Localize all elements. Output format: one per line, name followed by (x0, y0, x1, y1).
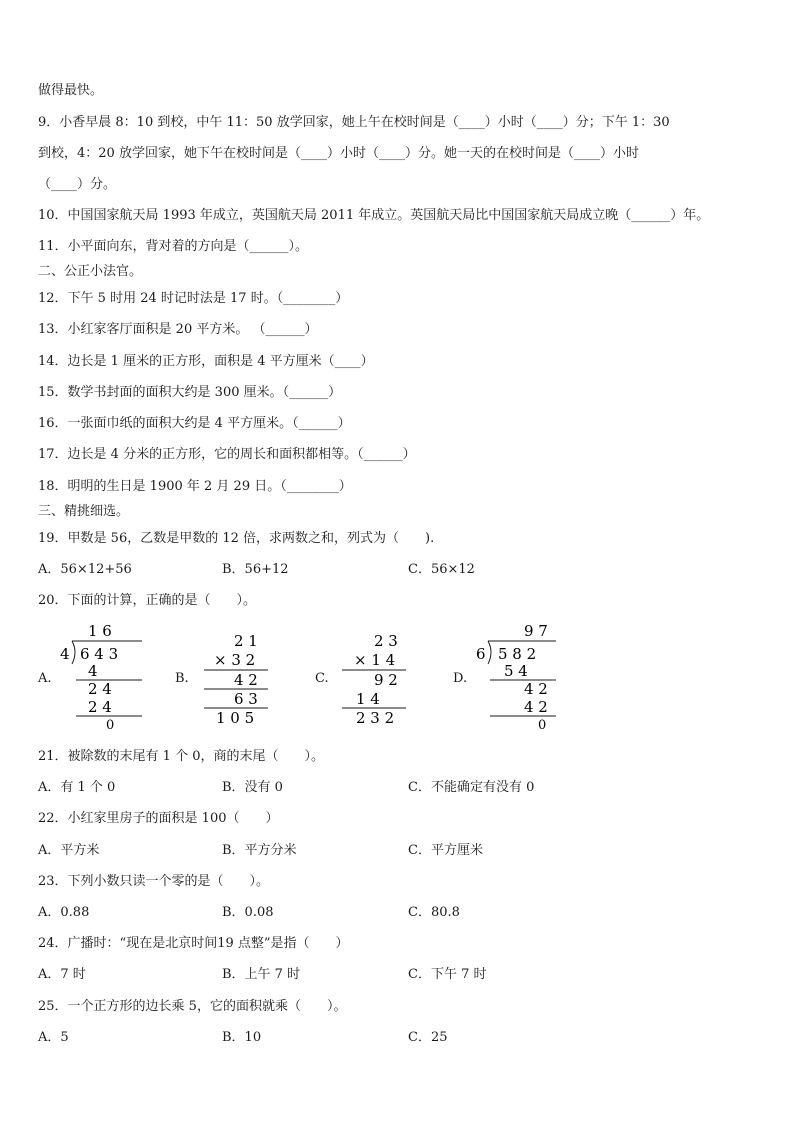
question-20: 20．下面的计算，正确的是（ ）。 (38, 593, 257, 608)
question-9-line-3: （____）分。 (38, 177, 117, 192)
calc-b-multiplier: × 3 2 (214, 651, 256, 669)
calc-c-result: 2 3 2 (356, 709, 395, 726)
calc-a-dividend: 6 4 3 (80, 645, 119, 663)
calc-d-remainder: 0 (538, 718, 547, 732)
q20-option-d-label: D. (453, 671, 468, 686)
calc-c-multiplier: × 1 4 (354, 651, 396, 669)
calc-d-divisor: 6 (476, 645, 486, 663)
calc-a-divisor: 4 (60, 645, 70, 663)
q20-option-a-label: A. (38, 671, 52, 686)
question-15: 15．数学书封面的面积大约是 300 厘米。（______） (38, 385, 342, 400)
q19-option-c: C．56×12 (408, 562, 475, 577)
q23-option-c: C．80.8 (408, 905, 460, 920)
calc-d-long-division (472, 620, 562, 732)
question-25: 25．一个正方形的边长乘 5，它的面积就乘（ ）。 (38, 999, 347, 1014)
q24-option-c: C．下午 7 时 (408, 967, 487, 982)
calc-a-step-2: 2 4 (88, 680, 112, 698)
calc-d-quotient: 9 7 (524, 622, 548, 640)
question-9-line-2: 到校，4：20 放学回家，她下午在校时间是（____）小时（____）分。她一天的在校时间是（____）小时 (38, 146, 639, 161)
q25-option-a: A．5 (38, 1030, 69, 1045)
question-22: 22．小红家里房子的面积是 100（ ） (38, 811, 279, 826)
question-21: 21．被除数的末尾有 1 个 0，商的末尾（ ）。 (38, 749, 324, 764)
q24-option-b: B．上午 7 时 (222, 967, 301, 982)
calc-b-result: 1 0 5 (216, 709, 255, 726)
line-intro: 做得最快。 (38, 83, 104, 98)
question-16: 16．一张面巾纸的面积大约是 4 平方厘米。（______） (38, 416, 351, 431)
q22-option-c: C．平方厘米 (408, 843, 483, 858)
calc-b-partial-2: 6 3 (234, 690, 258, 708)
section-heading-2: 二、公正小法官。 (38, 264, 143, 279)
calc-b-top: 2 1 (234, 632, 258, 650)
q23-option-b: B．0.08 (222, 905, 274, 920)
calc-b-partial-1: 4 2 (234, 671, 258, 689)
calc-c-partial-1: 9 2 (374, 671, 398, 689)
question-10: 10．中国国家航天局 1993 年成立，英国航天局 2011 年成立。英国航天局比中国国家航天局成立晚（______）年。 (38, 208, 710, 223)
calc-c-top: 2 3 (374, 632, 398, 650)
question-11: 11．小平面向东，背对着的方向是（______）。 (38, 239, 309, 254)
calc-d-dividend: 5 8 2 (498, 645, 537, 663)
q25-option-c: C．25 (408, 1030, 448, 1045)
q20-option-c-label: C. (315, 671, 329, 686)
q25-option-b: B．10 (222, 1030, 262, 1045)
q20-option-b-label: B. (175, 671, 189, 686)
calc-a-long-division (58, 620, 148, 732)
calc-a-remainder: 0 (106, 718, 115, 732)
question-24: 24．广播时：“现在是北京时间19 点整”是指（ ） (38, 936, 349, 951)
q21-option-c: C．不能确定有没有 0 (408, 780, 535, 795)
question-18: 18．明明的生日是 1900 年 2 月 29 日。（________） (38, 479, 352, 494)
q22-option-b: B．平方分米 (222, 843, 297, 858)
question-19: 19．甲数是 56，乙数是甲数的 12 倍，求两数之和，列式为（ ). (38, 531, 435, 546)
calc-d-step-2: 4 2 (524, 680, 548, 698)
section-heading-3: 三、精挑细选。 (38, 504, 130, 519)
q22-option-a: A．平方米 (38, 843, 100, 858)
question-12: 12．下午 5 时用 24 时记时法是 17 时。（________） (38, 291, 349, 306)
calc-a-step-3: 2 4 (88, 698, 112, 716)
calc-a-step-1: 4 (88, 662, 98, 680)
question-14: 14．边长是 1 厘米的正方形，面积是 4 平方厘米（____） (38, 354, 374, 369)
q21-option-a: A．有 1 个 0 (38, 780, 116, 795)
question-13: 13．小红家客厅面积是 20 平方米。 （______） (38, 322, 318, 337)
q21-option-b: B．没有 0 (222, 780, 283, 795)
calc-d-step-1: 5 4 (504, 662, 528, 680)
question-17: 17．边长是 4 分米的正方形，它的周长和面积都相等。（______） (38, 447, 416, 462)
calc-c-partial-2: 1 4 (356, 690, 380, 708)
question-9-line-1: 9．小香早晨 8：10 到校，中午 11：50 放学回家，她上午在校时间是（____）小时（____）分；下午 1：30 (38, 115, 670, 130)
q19-option-b: B．56+12 (222, 562, 289, 577)
calc-b-multiplication (196, 630, 276, 726)
q24-option-a: A．7 时 (38, 967, 86, 982)
calc-c-multiplication (334, 630, 414, 726)
question-23: 23．下列小数只读一个零的是（ ）。 (38, 874, 270, 889)
calc-a-quotient: 1 6 (88, 622, 112, 640)
calc-d-step-3: 4 2 (524, 698, 548, 716)
q23-option-a: A．0.88 (38, 905, 90, 920)
q19-option-a: A．56×12+56 (38, 562, 132, 577)
